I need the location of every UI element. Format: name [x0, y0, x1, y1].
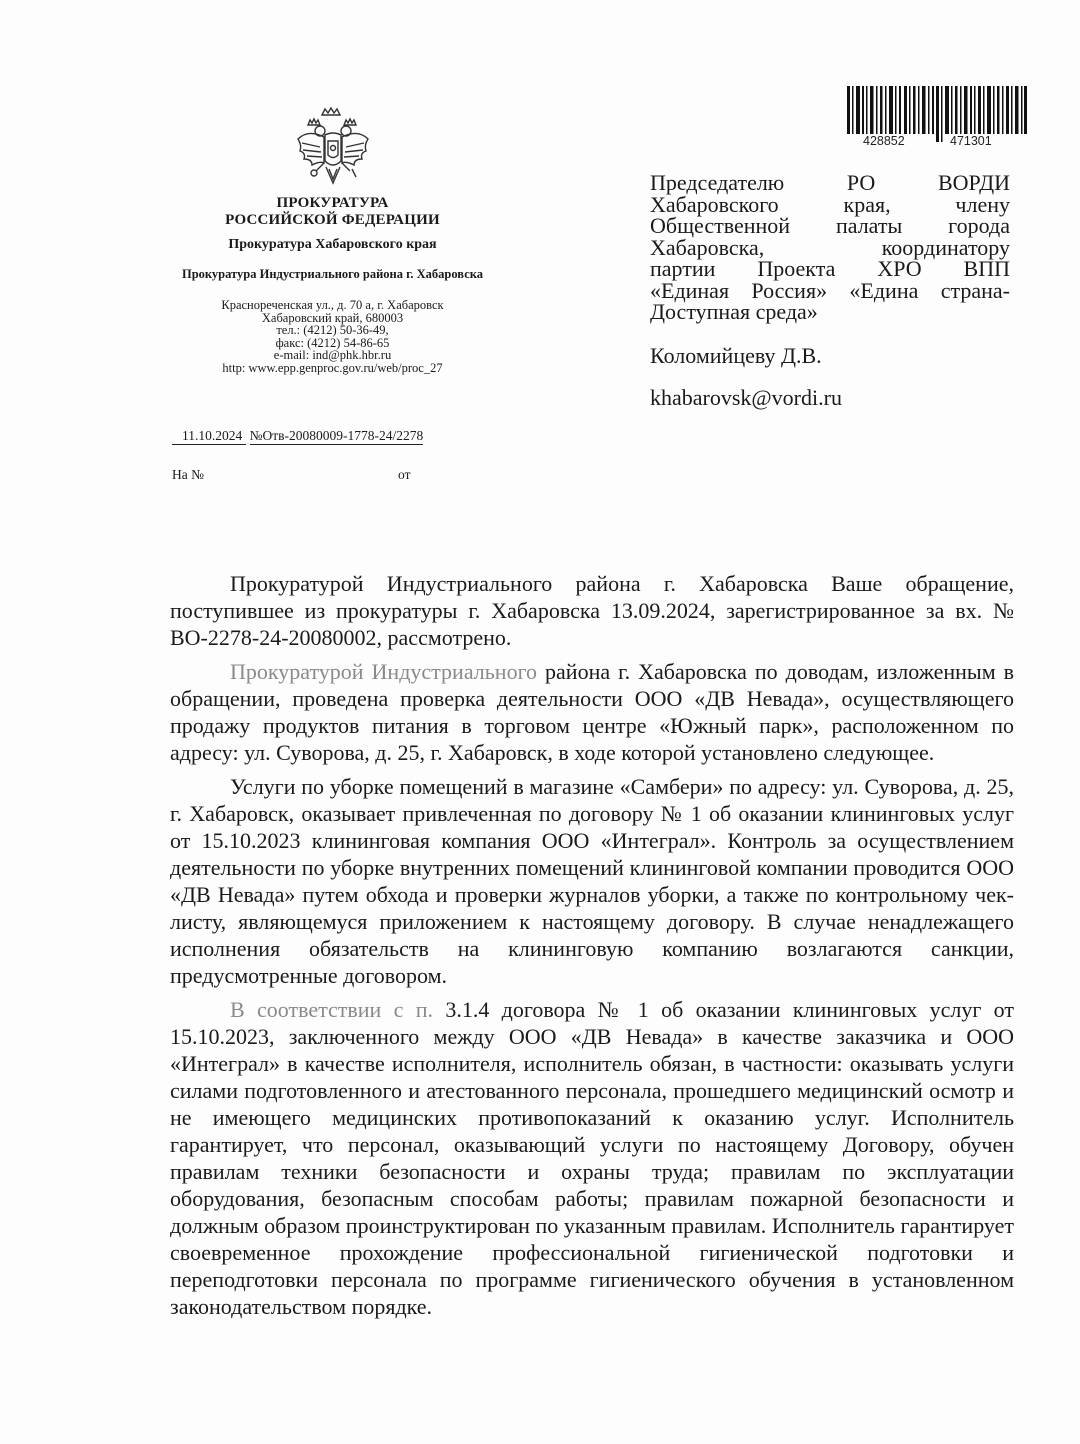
contact-phone: тел.: (4212) 50-36-49,	[276, 323, 389, 337]
addressee-name: Коломийцеву Д.В.	[650, 343, 822, 368]
body-faint-text: Прокуратурой Индустриального	[230, 659, 538, 684]
addressee-line: Хабаровского края, члену	[650, 191, 1010, 217]
reference-label: На №	[172, 467, 204, 482]
org-title-line1: ПРОКУРАТУРА	[276, 195, 389, 211]
org-title-line2: РОССИЙСКОЙ ФЕДЕРАЦИИ	[225, 212, 440, 228]
body-text: района г. Хабаровска по доводам, изложенным в обращении, проведена проверка деятельности ООО «ДВ Невада», осуществляющего продажу продуктов питания в торговом центре «Южный парк», расположенном по адресу: ул. Суворова, д. 25, г. Хабаровск, в ходе которой установлено следующее.	[170, 659, 1014, 765]
reference-from-label: от	[398, 467, 411, 482]
sender-block	[160, 105, 505, 374]
addressee-line: «Единая Россия» «Едина страна-	[650, 277, 1010, 303]
registration-line	[172, 428, 423, 444]
contact-address: Краснореченская ул., д. 70 а, г. Хабаровск	[221, 298, 444, 312]
body-paragraph	[170, 658, 1014, 766]
addressee-block	[650, 172, 1010, 323]
addressee-email: khabarovsk@vordi.ru	[650, 385, 842, 410]
reference-line	[172, 467, 411, 483]
contact-website: http: www.epp.genproc.gov.ru/web/proc_27	[222, 360, 443, 375]
body-paragraph: Прокуратурой Индустриального района г. Хабаровска Ваше обращение, поступившее из прокуратуры г. Хабаровска 13.09.2024, зарегистрированное за вх. № ВО-2278-24-20080002, рассмотрено.	[170, 571, 1014, 650]
contact-region-zip: Хабаровский край, 680003	[261, 310, 404, 325]
body-text: 3.1.4 договора № 1 об оказании клининговых услуг от 15.10.2023, заключенного между ООО «ДВ Невада» в качестве заказчика и ООО «Интеграл» в качестве исполнителя, исполнитель обязан, в частности: оказывать услуги силами подготовленного и атестованного персонала, прошедшего медицинский осмотр и не имеющего медицинских противопоказаний к оказанию услуг. Исполнитель гарантирует, что персонал, оказывающий услуги по настоящему Договору, обучен правилам техники безопасности и охраны труда; правилам по эксплуатации оборудования, безопасным способам работы; правилам пожарной безопасности и должным образом проинструктирован по указанным правилам. Исполнитель гарантирует своевременное прохождение профессиональной гигиенической подготовки и переподготовки персонала по программе гигиенического обучения в установленном законодательством порядке.	[170, 997, 1014, 1319]
russian-coat-of-arms-icon	[294, 105, 372, 187]
org-contacts	[160, 299, 505, 374]
addressee-line: партии Проекта ХРО ВПП	[650, 256, 1010, 281]
body-paragraph: Услуги по уборке помещений в магазине «Самбери» по адресу: ул. Суворова, д. 25, г. Хабаровск, оказывает привлеченная по договору № 1 об оказании клининговых услуг от 15.10.2023 клининговая компания ООО «Интеграл». Контроль за осуществлением деятельности по уборке внутренних помещений клининговой компании проводится ООО «ДВ Невада» путем обхода и проверки журналов уборки, а также по контрольному чек-листу, являющемуся приложением к настоящему договору. В случае ненадлежащего исполнения обязательств на клининговую компанию возлагаются санкции, предусмотренные договором.	[170, 774, 1014, 988]
org-district: Прокуратура Индустриального района г. Хабаровска	[181, 267, 484, 281]
letter-body	[170, 570, 1014, 1327]
body-faint-text: В соответствии с п.	[230, 997, 433, 1022]
addressee-line: Хабаровска, координатору	[650, 234, 1010, 260]
registration-number-label: №	[249, 428, 263, 443]
addressee-line: Общественной палаты города	[650, 213, 1010, 238]
addressee-line: Председателю РО ВОРДИ	[650, 170, 1010, 195]
org-region: Прокуратура Хабаровского края	[228, 237, 437, 252]
registration-date: 11.10.2024	[172, 428, 246, 445]
addressee-line: Доступная среда»	[650, 299, 818, 324]
contact-email: e-mail: ind@phk.hbr.ru	[273, 348, 392, 362]
contact-fax: факс: (4212) 54-86-65	[275, 335, 390, 350]
barcode-number-left: 428852	[863, 134, 905, 148]
body-paragraph	[170, 996, 1014, 1320]
registration-number: Отв-20080009-1778-24/2278	[262, 428, 424, 443]
barcode-number-right: 471301	[950, 134, 992, 148]
